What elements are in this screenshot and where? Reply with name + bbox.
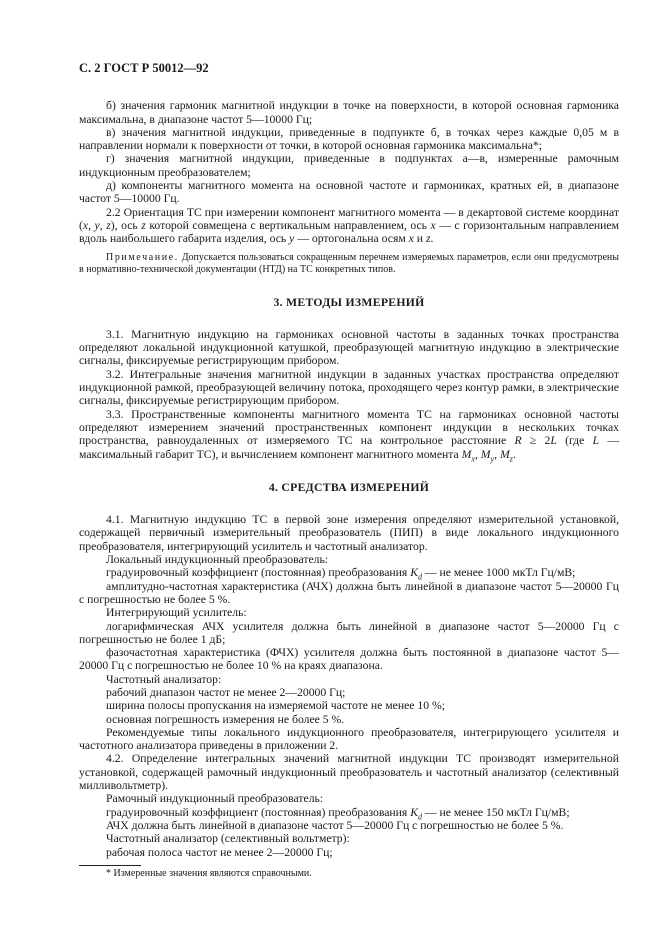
footnote: * Измеренные значения являются справочными. (106, 867, 312, 879)
paragraph-4-2: 4.2. Определение интегральных значений магнитной индукции ТС производят измерительной установкой, содержащей рамочный индукционный преобразователь и частотный анализатор (селективный милливольтметр). (79, 752, 619, 793)
afc-requirement: амплитудно-частотная характеристика (АЧХ) должна быть линейной в диапазоне частот 5—20000 Гц с погрешностью не более 5 %. (79, 579, 619, 606)
freq-analyzer-2-title: Частотный анализатор (селективный вольтметр): (106, 832, 350, 846)
section-3-title: 3. МЕТОДЫ ИЗМЕРЕНИЙ (273, 295, 425, 309)
list-item-d: д) компоненты магнитного момента на основной частоте и гармониках, кратных ей, в диапазоне частот 5—10000 Гц. (79, 179, 619, 206)
calibration-coef-2: градуировочный коэффициент (постоянная) преобразования $K_d$ — не менее 150 мкТл Гц/мВ; (106, 805, 570, 821)
list-item-b: б) значения гармоник магнитной индукции в точке на поверхности, в которой основная гармоника максимальна, в диапазоне частот 5—10000 Гц; (79, 99, 619, 126)
page-header: С. 2 ГОСТ Р 50012—92 (79, 61, 209, 75)
paragraph-3-1: 3.1. Магнитную индукцию на гармониках основной частоты в заданных точках пространства определяют локальной индукционной катушкой, преобразующей магнитную индукцию в электрические сигналы, фиксируемые регистрирующим прибором. (79, 327, 619, 368)
pfc-requirement: фазочастотная характеристика (ФЧХ) усилителя должна быть постоянной в диапазоне частот 5—20000 Гц с погрешностью не более 10 % на краях диапазона. (79, 646, 619, 673)
paragraph-4-1: 4.1. Магнитную индукцию ТС в первой зоне измерения определяют измерительной установкой, содержащей первичный измерительный преобразователь (ПИП) в виде локального индукционного преобразователя, интегрирующий усилитель и частотный анализатор. (79, 513, 619, 553)
work-band: рабочая полоса частот не менее 2—20000 Гц; (106, 845, 333, 859)
log-afc-requirement: логарифмическая АЧХ усилителя должна быть линейной в диапазоне частот 5—20000 Гц с погрешностью не более 1 дБ; (79, 619, 619, 646)
paragraph-2-2: 2.2 Ориентация ТС при измерении компонент магнитного момента — в декартовой системе координат (x, y, z), ось z которой совмещена с вертикальным направлением, ось x — с горизонтальным направлением вдоль наибольшего габарита изделия, ось y — ортогональна осям x и z. (79, 205, 620, 246)
paragraph-3-3: 3.3. Пространственные компоненты магнитного момента ТС на гармониках основной частоты определяют измерением значений пространственных компонент индукции в нескольких точках пространства, равноудаленных от измеряемого ТС на контрольное расстояние R ≥ 2L (где L — максимальный габарит ТС), и вычислением компонент магнитного момента $M_x$, $M_y$, $M_z$. (79, 407, 619, 463)
bandwidth: ширина полосы пропускания на измеряемой частоте не менее 10 %; (106, 699, 445, 713)
paragraph-3-2: 3.2. Интегральные значения магнитной индукции в заданных участках пространства определяют индукционной рамкой, преобразующей величину потока, проходящего через контур рамки, в электрические сигналы, фиксируемые регистрирующим прибором. (79, 367, 619, 408)
frame-converter-title: Рамочный индукционный преобразователь: (106, 792, 324, 806)
note: Примечание. Допускается пользоваться сокращенным перечнем измеряемых параметров, если они предусмотрены в нормативно-технической документации (НТД) на ТС конкретных типов. (79, 251, 619, 275)
section-4-title: 4. СРЕДСТВА ИЗМЕРЕНИЙ (268, 480, 430, 494)
main-error: основная погрешность измерения не более 5 %. (106, 712, 345, 726)
freq-analyzer-title: Частотный анализатор: (106, 672, 222, 686)
local-converter-title: Локальный индукционный преобразователь: (106, 553, 329, 567)
footnote-divider (79, 865, 141, 866)
work-range: рабочий диапазон частот не менее 2—20000 Гц; (106, 685, 346, 699)
note-label: Примечание. (106, 251, 179, 263)
list-item-v: в) значения магнитной индукции, приведенные в подпункте б, в точках через каждые 0,05 м в направлении нормали к поверхности от точки, в которой основная гармоника максимальна*; (79, 125, 619, 153)
calibration-coef-1: градуировочный коэффициент (постоянная) преобразования $K_d$ — не менее 1000 мкТл Гц/мВ; (106, 566, 576, 582)
integrating-amp-title: Интегрирующий усилитель: (106, 606, 247, 620)
recommended-types: Рекомендуемые типы локального индукционного преобразователя, интегрирующего усилителя и частотного анализатора приведены в приложении 2. (79, 725, 619, 753)
list-item-g: г) значения магнитной индукции, приведенные в подпунктах а—в, измеренные рамочным индукционным преобразователем; (79, 152, 619, 179)
afc2-requirement: АЧХ должна быть линейной в диапазоне частот 5—20000 Гц с погрешностью не более 5 %. (106, 818, 564, 832)
